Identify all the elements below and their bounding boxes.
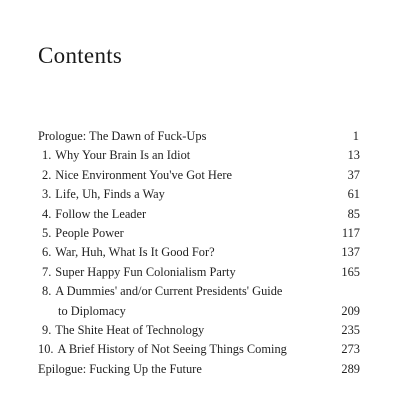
toc-entry-title-continued: to Diplomacy bbox=[58, 303, 126, 318]
toc-entry-page: 273 bbox=[341, 342, 360, 357]
toc-entry-chapter-5[interactable] bbox=[38, 224, 360, 243]
toc-entry-page: 61 bbox=[347, 187, 360, 202]
toc-entry-page: 137 bbox=[341, 245, 360, 260]
toc-entry-title: A Dummies' and/or Current Presidents' Guide bbox=[55, 284, 283, 299]
toc-entry-number: 1. bbox=[42, 148, 52, 163]
toc-entry-chapter-10[interactable] bbox=[38, 340, 360, 359]
toc-entry-number: 5. bbox=[42, 225, 52, 240]
toc-entry-number: 8. bbox=[42, 284, 52, 299]
toc-entry-epilogue[interactable] bbox=[38, 360, 360, 379]
toc-entry-number: 3. bbox=[42, 187, 52, 202]
toc-entry-page: 37 bbox=[347, 167, 360, 182]
toc-entry-number: 2. bbox=[42, 167, 52, 182]
toc-entry-title: A Brief History of Not Seeing Things Coming bbox=[57, 342, 287, 357]
toc-entry-title: War, Huh, What Is It Good For? bbox=[55, 245, 215, 260]
toc-entry-title: Life, Uh, Finds a Way bbox=[55, 187, 165, 202]
toc-entry-chapter-8[interactable] bbox=[38, 282, 360, 301]
toc-entry-number: 4. bbox=[42, 206, 52, 221]
toc-entry-prologue[interactable] bbox=[38, 127, 360, 146]
toc-entry-chapter-2[interactable] bbox=[38, 166, 360, 185]
table-of-contents bbox=[38, 127, 360, 379]
toc-entry-chapter-3[interactable] bbox=[38, 185, 360, 204]
toc-entry-page: 1 bbox=[352, 129, 359, 143]
toc-entry-page: 85 bbox=[347, 206, 360, 221]
toc-entry-title: Super Happy Fun Colonialism Party bbox=[55, 264, 236, 279]
toc-entry-chapter-8-continued[interactable] bbox=[38, 302, 360, 321]
toc-entry-title: The Shite Heat of Technology bbox=[55, 322, 205, 337]
toc-entry-page: 13 bbox=[347, 148, 360, 163]
toc-entry-title: People Power bbox=[55, 225, 124, 240]
page-title: Contents bbox=[38, 43, 123, 68]
toc-entry-title: Epilogue: Fucking Up the Future bbox=[38, 361, 202, 376]
toc-entry-page: 209 bbox=[341, 303, 360, 318]
toc-entry-chapter-1[interactable] bbox=[38, 146, 360, 165]
toc-entry-page: 165 bbox=[341, 264, 360, 279]
toc-entry-number: 9. bbox=[42, 322, 52, 337]
toc-entry-page: 289 bbox=[341, 361, 360, 376]
toc-entry-number: 7. bbox=[42, 264, 52, 279]
toc-entry-number: 10. bbox=[38, 342, 54, 357]
toc-entry-chapter-7[interactable] bbox=[38, 263, 360, 282]
toc-entry-chapter-9[interactable] bbox=[38, 321, 360, 340]
toc-entry-chapter-6[interactable] bbox=[38, 243, 360, 262]
toc-entry-chapter-4[interactable] bbox=[38, 205, 360, 224]
toc-entry-title: Nice Environment You've Got Here bbox=[55, 167, 232, 182]
toc-entry-title: Follow the Leader bbox=[55, 206, 147, 221]
toc-entry-page: 235 bbox=[341, 322, 360, 337]
toc-entry-page: 117 bbox=[341, 225, 360, 240]
toc-entry-title: Prologue: The Dawn of Fuck-Ups bbox=[38, 129, 207, 143]
toc-entry-title: Why Your Brain Is an Idiot bbox=[55, 148, 191, 163]
toc-entry-number: 6. bbox=[42, 245, 52, 260]
